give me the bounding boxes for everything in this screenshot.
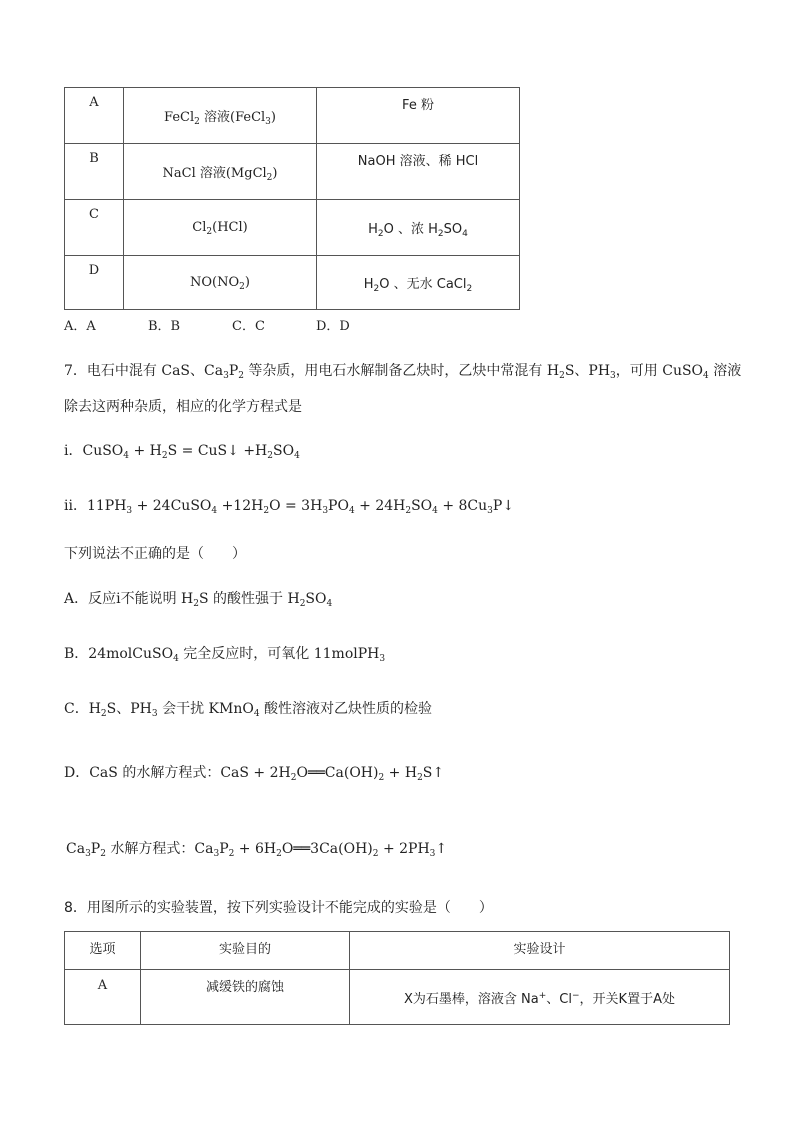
substance-cell: FeCl$_2$ 溶液(FeCl$_3$) <box>124 88 317 144</box>
row-label: C <box>65 200 124 256</box>
q7-prompt: 下列说法不正确的是（ ） <box>64 546 246 562</box>
row-label: A <box>97 978 108 993</box>
q7-equation-i: i．CuSO$_4$ + $H_2S$ = CuS↓ $+H_2SO_4$ <box>64 443 300 461</box>
q7-stem-line2: 除去这两种杂质，相应的化学方程式是 <box>64 399 302 415</box>
row-label: A <box>65 88 124 144</box>
reagent-table <box>64 87 520 310</box>
purpose-cell: 减缓铁的腐蚀 <box>205 980 284 995</box>
q7-option-d-continued: $Ca_3P_2$ 水解方程式：$Ca_3P_2$ + $6H_2O══3Ca(OH)_2$ + $2PH_3↑$ <box>66 841 448 859</box>
design-cell: X为石墨棒，溶液含 Na+、Cl−，开关K置于A处 <box>404 990 675 1007</box>
q7-option-d: D．CaS 的水解方程式：CaS + $2H_2O══Ca(OH)_2$ + $H_2S↑$ <box>64 765 445 783</box>
q7-option-b: B．24molCuSO$_4$ 完全反应时，可氧化 11molPH$_3$ <box>64 646 386 664</box>
option-choice: D．D <box>316 319 350 334</box>
row-label: B <box>65 144 124 200</box>
table-row <box>65 144 520 200</box>
header-design: 实验设计 <box>513 942 566 957</box>
q7-option-a: A．反应i不能说明 $H_2S$ 的酸性强于 $H_2SO_4$ <box>64 591 333 609</box>
reagent-cell: $H_2O$ 、浓 $H_2SO_4$ <box>317 200 520 256</box>
reagent-cell: Fe 粉 <box>317 88 520 144</box>
reagent-cell: NaOH 溶液、稀 HCl <box>317 144 520 200</box>
table-row <box>65 88 520 144</box>
substance-cell: $Cl_2(HCl)$ <box>124 200 317 256</box>
substance-cell: $NO(NO_2)$ <box>124 256 317 310</box>
table-row <box>65 200 520 256</box>
q8-stem: 8．用图所示的实验装置，按下列实验设计不能完成的实验是（ ） <box>64 900 493 916</box>
option-choice: A．A <box>64 319 96 334</box>
option-choice: B．B <box>148 319 181 334</box>
q7-option-c: C．$H_2S$、$PH_3$ 会干扰 KMnO$_4$ 酸性溶液对乙炔性质的检验 <box>64 701 433 719</box>
q7-stem-line1: 7．电石中混有 CaS、$Ca_3P_2$ 等杂质，用电石水解制备乙炔时，乙炔中常混有 $H_2S$、$PH_3$，可用 CuSO$_4$ 溶液 <box>64 363 742 381</box>
header-option: 选项 <box>89 942 116 957</box>
q7-equation-ii: ii．$11PH_3$ + 24CuSO$_4$ $+12H_2O = 3H_3PO_4 + 24H_2SO_4$ + $8Cu_3P↓$ <box>64 498 515 516</box>
row-label: D <box>65 256 124 310</box>
option-choice: C．C <box>232 319 265 334</box>
q6-options <box>64 315 350 334</box>
experiment-table <box>64 931 730 1025</box>
substance-cell: NaCl 溶液(MgCl$_2$) <box>124 144 317 200</box>
reagent-cell: $H_2O$ 、无水 CaCl$_2$ <box>317 256 520 310</box>
table-row <box>65 256 520 310</box>
header-purpose: 实验目的 <box>218 942 271 957</box>
